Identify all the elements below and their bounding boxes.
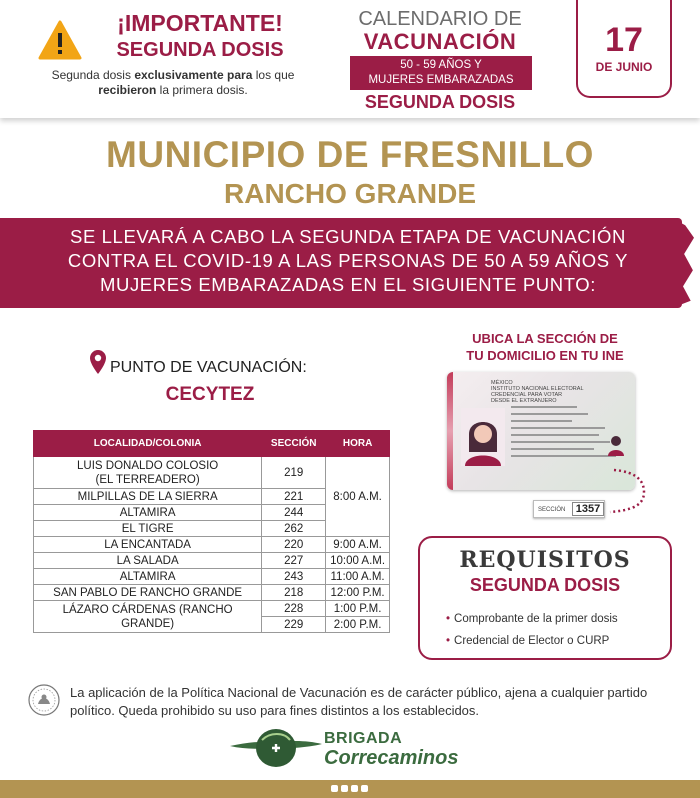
- localidad-title: RANCHO GRANDE: [224, 178, 476, 209]
- ine-card-stripe: [447, 372, 453, 490]
- cell-seccion: 262: [262, 521, 326, 537]
- header-hora: HORA: [326, 431, 390, 457]
- requisitos-subtitle: SEGUNDA DOSIS: [469, 575, 621, 595]
- instagram-icon[interactable]: [351, 785, 358, 792]
- twitter-icon[interactable]: [341, 785, 348, 792]
- table-row: [34, 585, 390, 601]
- table-row: [34, 553, 390, 569]
- ine-card-image: [447, 372, 635, 490]
- ine-title-line1: UBICA LA SECCIÓN DE: [472, 331, 618, 346]
- importante-title: ¡IMPORTANTE!: [117, 10, 283, 36]
- announcement-line2: CONTRA EL COVID-19 A LAS PERSONAS DE 50 A 59 AÑOS Y: [67, 250, 629, 271]
- dotted-pointer-icon: [608, 468, 648, 516]
- announcement-line3: MUJERES EMBARAZADAS EN EL SIGUIENTE PUNTO:: [99, 274, 596, 295]
- calendario-line3: SEGUNDA DOSIS: [364, 92, 516, 112]
- mini-photo-icon: [607, 432, 625, 456]
- header-seccion: SECCIÓN: [262, 431, 326, 457]
- cell-seccion: 229: [262, 617, 326, 633]
- ine-card-abroad: DESDE EL EXTRANJERO: [491, 398, 557, 404]
- cell-localidad: LA SALADA: [34, 553, 262, 569]
- cell-seccion: 219: [262, 457, 326, 489]
- mexico-seal-icon: [28, 684, 60, 716]
- cell-hora-group: 8:00 A.M.: [326, 457, 390, 537]
- ine-card-country: MÉXICO: [491, 380, 513, 386]
- calendario-box-line2: MUJERES EMBARAZADAS: [368, 74, 514, 86]
- list-item: • Comprobante de la primer dosis: [446, 608, 666, 630]
- ine-card-text-lines: [511, 406, 621, 462]
- brigada-correcaminos-logo: [228, 722, 324, 772]
- cell-localidad: LÁZARO CÁRDENAS (RANCHO GRANDE): [34, 601, 262, 633]
- cell-hora: 1:00 P.M.: [326, 601, 390, 617]
- ine-title: [440, 330, 650, 364]
- table-row: [34, 457, 390, 489]
- punto-label: PUNTO DE VACUNACIÓN:: [110, 359, 307, 376]
- calendario-line1: CALENDARIO DE: [358, 8, 522, 30]
- punto-name: CECYTEZ: [165, 384, 255, 405]
- cell-localidad: EL TIGRE: [34, 521, 262, 537]
- header-localidad: LOCALIDAD/COLONIA: [34, 431, 262, 457]
- table-row: [34, 537, 390, 553]
- cell-seccion: 218: [262, 585, 326, 601]
- requisitos-list: [446, 608, 666, 652]
- table-row: [34, 569, 390, 585]
- date-badge: [576, 0, 672, 98]
- warning-icon: [38, 20, 82, 60]
- cell-seccion: 228: [262, 601, 326, 617]
- list-item: • Credencial de Elector o CURP: [446, 630, 666, 652]
- cell-seccion: 243: [262, 569, 326, 585]
- importante-subtitle: SEGUNDA DOSIS: [116, 39, 284, 61]
- cell-localidad: LA ENCANTADA: [34, 537, 262, 553]
- cell-hora: 11:00 A.M.: [326, 569, 390, 585]
- cell-seccion: 227: [262, 553, 326, 569]
- cell-seccion: 244: [262, 505, 326, 521]
- legal-disclaimer: La aplicación de la Política Nacional de Vacunación es de carácter público, ajena a cualquier partido político. Queda prohibido su uso para fines distintos a los establecidos.: [70, 685, 648, 718]
- person-photo-icon: [461, 408, 505, 466]
- cell-localidad: MILPILLAS DE LA SIERRA: [34, 489, 262, 505]
- calendario-age-box: [350, 56, 532, 90]
- social-icons: [331, 785, 368, 792]
- ine-title-line2: TU DOMICILIO EN TU INE: [466, 348, 624, 363]
- municipio-title: MUNICIPIO DE FRESNILLO: [106, 134, 594, 175]
- cell-seccion: 220: [262, 537, 326, 553]
- cell-localidad: ALTAMIRA: [34, 505, 262, 521]
- calendario-line2: VACUNACIÓN: [363, 29, 517, 54]
- cell-hora: 2:00 P.M.: [326, 617, 390, 633]
- cell-localidad: SAN PABLO DE RANCHO GRANDE: [34, 585, 262, 601]
- location-pin-icon: [90, 350, 106, 374]
- announcement-text: [14, 225, 682, 297]
- schedule-table: [33, 430, 390, 633]
- facebook-icon[interactable]: [331, 785, 338, 792]
- youtube-icon[interactable]: [361, 785, 368, 792]
- importante-description: Segunda dosis exclusivamente para los que recibieron la primera dosis.: [51, 68, 295, 97]
- brigada-line2: Correcaminos: [324, 747, 459, 769]
- cell-hora: 9:00 A.M.: [326, 537, 390, 553]
- ine-card-type: CREDENCIAL PARA VOTAR: [491, 392, 563, 398]
- cell-localidad: ALTAMIRA: [34, 569, 262, 585]
- ine-card-header: [491, 380, 621, 404]
- date-day: 17: [605, 21, 643, 59]
- table-header-row: [34, 431, 390, 457]
- cell-hora: 10:00 A.M.: [326, 553, 390, 569]
- table-row: [34, 601, 390, 617]
- calendario-box-line1: 50 - 59 AÑOS Y: [400, 59, 482, 71]
- requisitos-title: REQUISITOS: [459, 547, 631, 573]
- brigada-line1: BRIGADA: [324, 730, 403, 747]
- header: [0, 0, 700, 118]
- announcement-line1: SE LLEVARÁ A CABO LA SEGUNDA ETAPA DE VACUNACIÓN: [70, 226, 626, 247]
- ine-seccion-callout: [533, 500, 605, 518]
- cell-hora: 12:00 P.M.: [326, 585, 390, 601]
- ine-card-institute: INSTITUTO NACIONAL ELECTORAL: [491, 386, 584, 392]
- ine-seccion-value: 1357: [572, 502, 604, 516]
- ine-seccion-label: SECCIÓN: [538, 507, 566, 513]
- date-month: DE JUNIO: [595, 60, 653, 74]
- cell-seccion: 221: [262, 489, 326, 505]
- cell-localidad: LUIS DONALDO COLOSIO (EL TERREADERO): [34, 457, 262, 489]
